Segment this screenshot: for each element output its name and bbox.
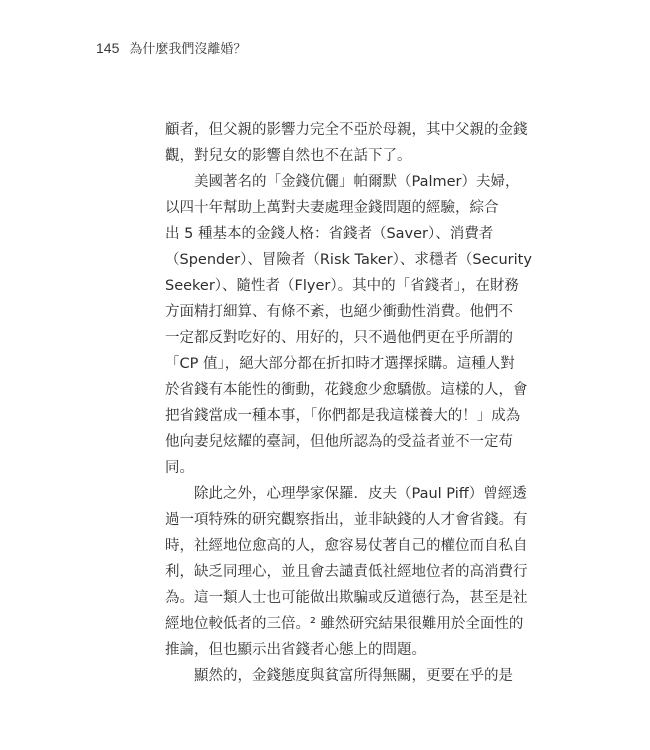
body-line: （Spender）、冒險者（Risk Taker）、求穩者（Security: [165, 252, 532, 268]
book-title: 為什麼我們沒離婚？: [129, 42, 247, 57]
body-line: 觀，對兒女的影響自然也不在話下了。: [165, 148, 412, 164]
body-line: 顯然的，金錢態度與貧富所得無關，更要在乎的是: [194, 668, 513, 684]
body-line: 推論，但也顯示出省錢者心態上的問題。: [165, 642, 426, 658]
body-line: 一定都反對吃好的、用好的，只不過他們更在乎所謂的: [165, 330, 513, 346]
body-line: 於省錢有本能性的衝動，花錢愈少愈驕傲。這樣的人，會: [165, 382, 528, 398]
body-line: 為。這一類人士也可能做出欺騙或反道德行為，甚至是社: [165, 590, 528, 606]
body-line: 他向妻兒炫耀的臺詞，但他所認為的受益者並不一定苟: [165, 434, 513, 450]
body-line: 把省錢當成一種本事，「你們都是我這樣養大的！」成為: [165, 408, 521, 424]
body-line: 以四十年幫助上萬對夫妻處理金錢問題的經驗，綜合: [165, 200, 499, 216]
body-line: 利，缺乏同理心，並且會去譴責低社經地位者的高消費行: [165, 564, 528, 580]
page-number: 145: [96, 40, 120, 56]
body-line: 時，社經地位愈高的人，愈容易仗著自己的權位而自私自: [165, 538, 528, 554]
body-line: 除此之外，心理學家保羅．皮夫（Paul Piff）曾經透: [194, 486, 527, 502]
body-line: 同。: [165, 460, 194, 476]
body-line: 「CP 值」，絕大部分都在折扣時才選擇採購。這種人對: [165, 356, 515, 372]
body-line: 過一項特殊的研究觀察指出，並非缺錢的人才會省錢。有: [165, 512, 528, 528]
body-line: 美國著名的「金錢伉儷」帕爾默（Palmer）夫婦，: [194, 174, 520, 190]
body-line: 經地位較低者的三倍。² 雖然研究結果很難用於全面性的: [165, 616, 524, 632]
body-text: [165, 117, 532, 689]
body-line: 顧者，但父親的影響力完全不亞於母親，其中父親的金錢: [165, 122, 528, 138]
running-header: [96, 38, 246, 57]
body-line: 出 5 種基本的金錢人格：省錢者（Saver）、消費者: [165, 226, 494, 242]
body-line: Seeker）、隨性者（Flyer）。其中的「省錢者」，在財務: [165, 278, 519, 294]
body-line: 方面精打細算、有條不紊，也絕少衝動性消費。他們不: [165, 304, 513, 320]
